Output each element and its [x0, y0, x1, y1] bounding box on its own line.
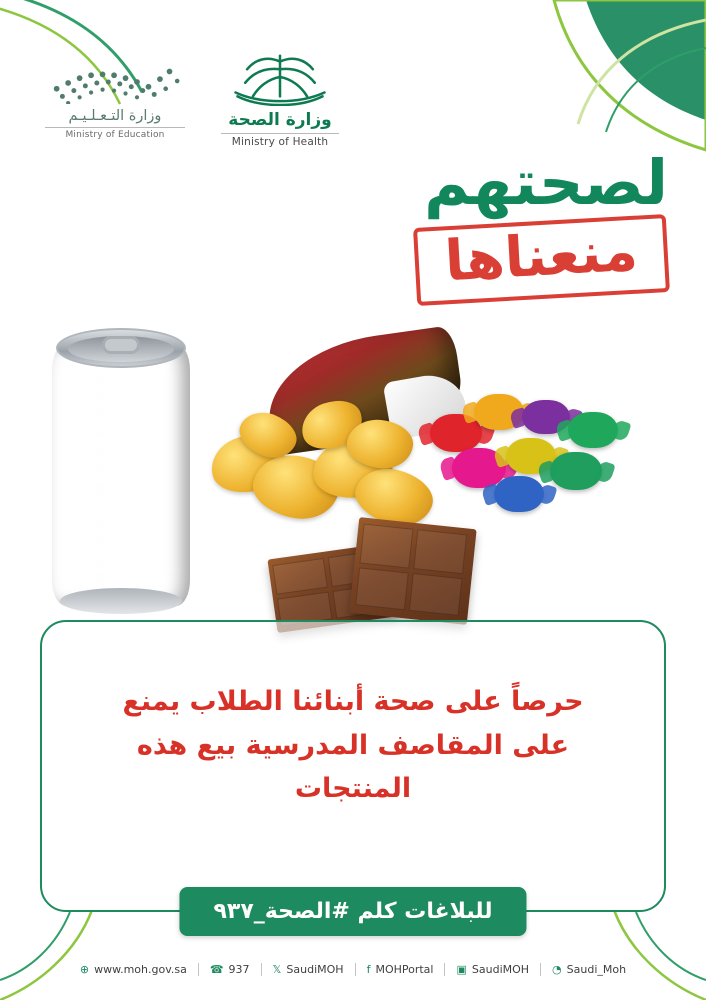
globe-icon: ⊕	[79, 963, 90, 976]
can-pull-tab	[102, 336, 140, 354]
palm-tree-swords-icon	[220, 48, 340, 106]
moh-divider	[221, 133, 339, 134]
candy	[550, 452, 602, 490]
moe-arabic-name: وزارة التـعـلـيـم	[68, 108, 162, 124]
footer-instagram-text: SaudiMOH	[471, 963, 530, 976]
soda-can-image	[46, 310, 196, 620]
moe-english-name: Ministry of Education	[65, 130, 165, 140]
footer-item-phone[interactable]	[199, 963, 262, 976]
headline-line1: لصحتهم	[424, 146, 668, 219]
footer-item-snapchat[interactable]	[541, 963, 637, 976]
message-panel	[40, 620, 666, 924]
footer-phone-text: 937	[228, 963, 250, 976]
footer-twitter-text: SaudiMOH	[286, 963, 344, 976]
footer-item-twitter[interactable]	[262, 963, 356, 976]
moh-arabic-name: وزارة الصحة	[228, 110, 332, 130]
moe-divider	[45, 127, 185, 128]
footer-contact-bar	[0, 963, 706, 976]
footer-website-text: www.moh.gov.sa	[94, 963, 187, 976]
footer-item-website[interactable]	[69, 963, 199, 976]
twitter-icon: 𝕏	[272, 963, 282, 976]
footer-facebook-text: MOHPortal	[375, 963, 434, 976]
footer-item-instagram[interactable]	[445, 963, 541, 976]
panel-message	[42, 680, 664, 811]
logo-row	[40, 48, 344, 148]
candy	[568, 412, 618, 448]
report-hotline-button[interactable]: للبلاغات كلم #الصحة_٩٣٧	[179, 887, 526, 936]
headline-block	[415, 146, 668, 300]
can-highlight	[90, 356, 108, 592]
can-bottom	[60, 588, 182, 614]
panel-message-line2: على المقاصف المدرسية بيع هذه	[136, 729, 570, 761]
ministry-of-education-logo	[40, 48, 190, 140]
can-body	[52, 344, 190, 606]
moh-english-name: Ministry of Health	[231, 136, 329, 148]
facebook-icon: f	[366, 963, 371, 976]
dotted-wave-icon	[42, 60, 188, 104]
footer-snapchat-text: Saudi_Moh	[566, 963, 627, 976]
phone-icon: ☎	[209, 963, 224, 976]
panel-message-line1: حرصاً على صحة أبنائنا الطلاب يمنع	[122, 686, 584, 717]
chocolate-piece	[349, 517, 476, 625]
snapchat-icon: ◔	[552, 963, 562, 976]
panel-message-line3: المنتجات	[294, 773, 412, 805]
instagram-icon: ▣	[456, 963, 467, 976]
product-images	[0, 290, 706, 670]
footer-item-facebook[interactable]	[356, 963, 446, 976]
candy	[494, 476, 544, 512]
stamp-text: منعناها	[443, 218, 640, 295]
ministry-of-health-logo	[216, 48, 344, 148]
